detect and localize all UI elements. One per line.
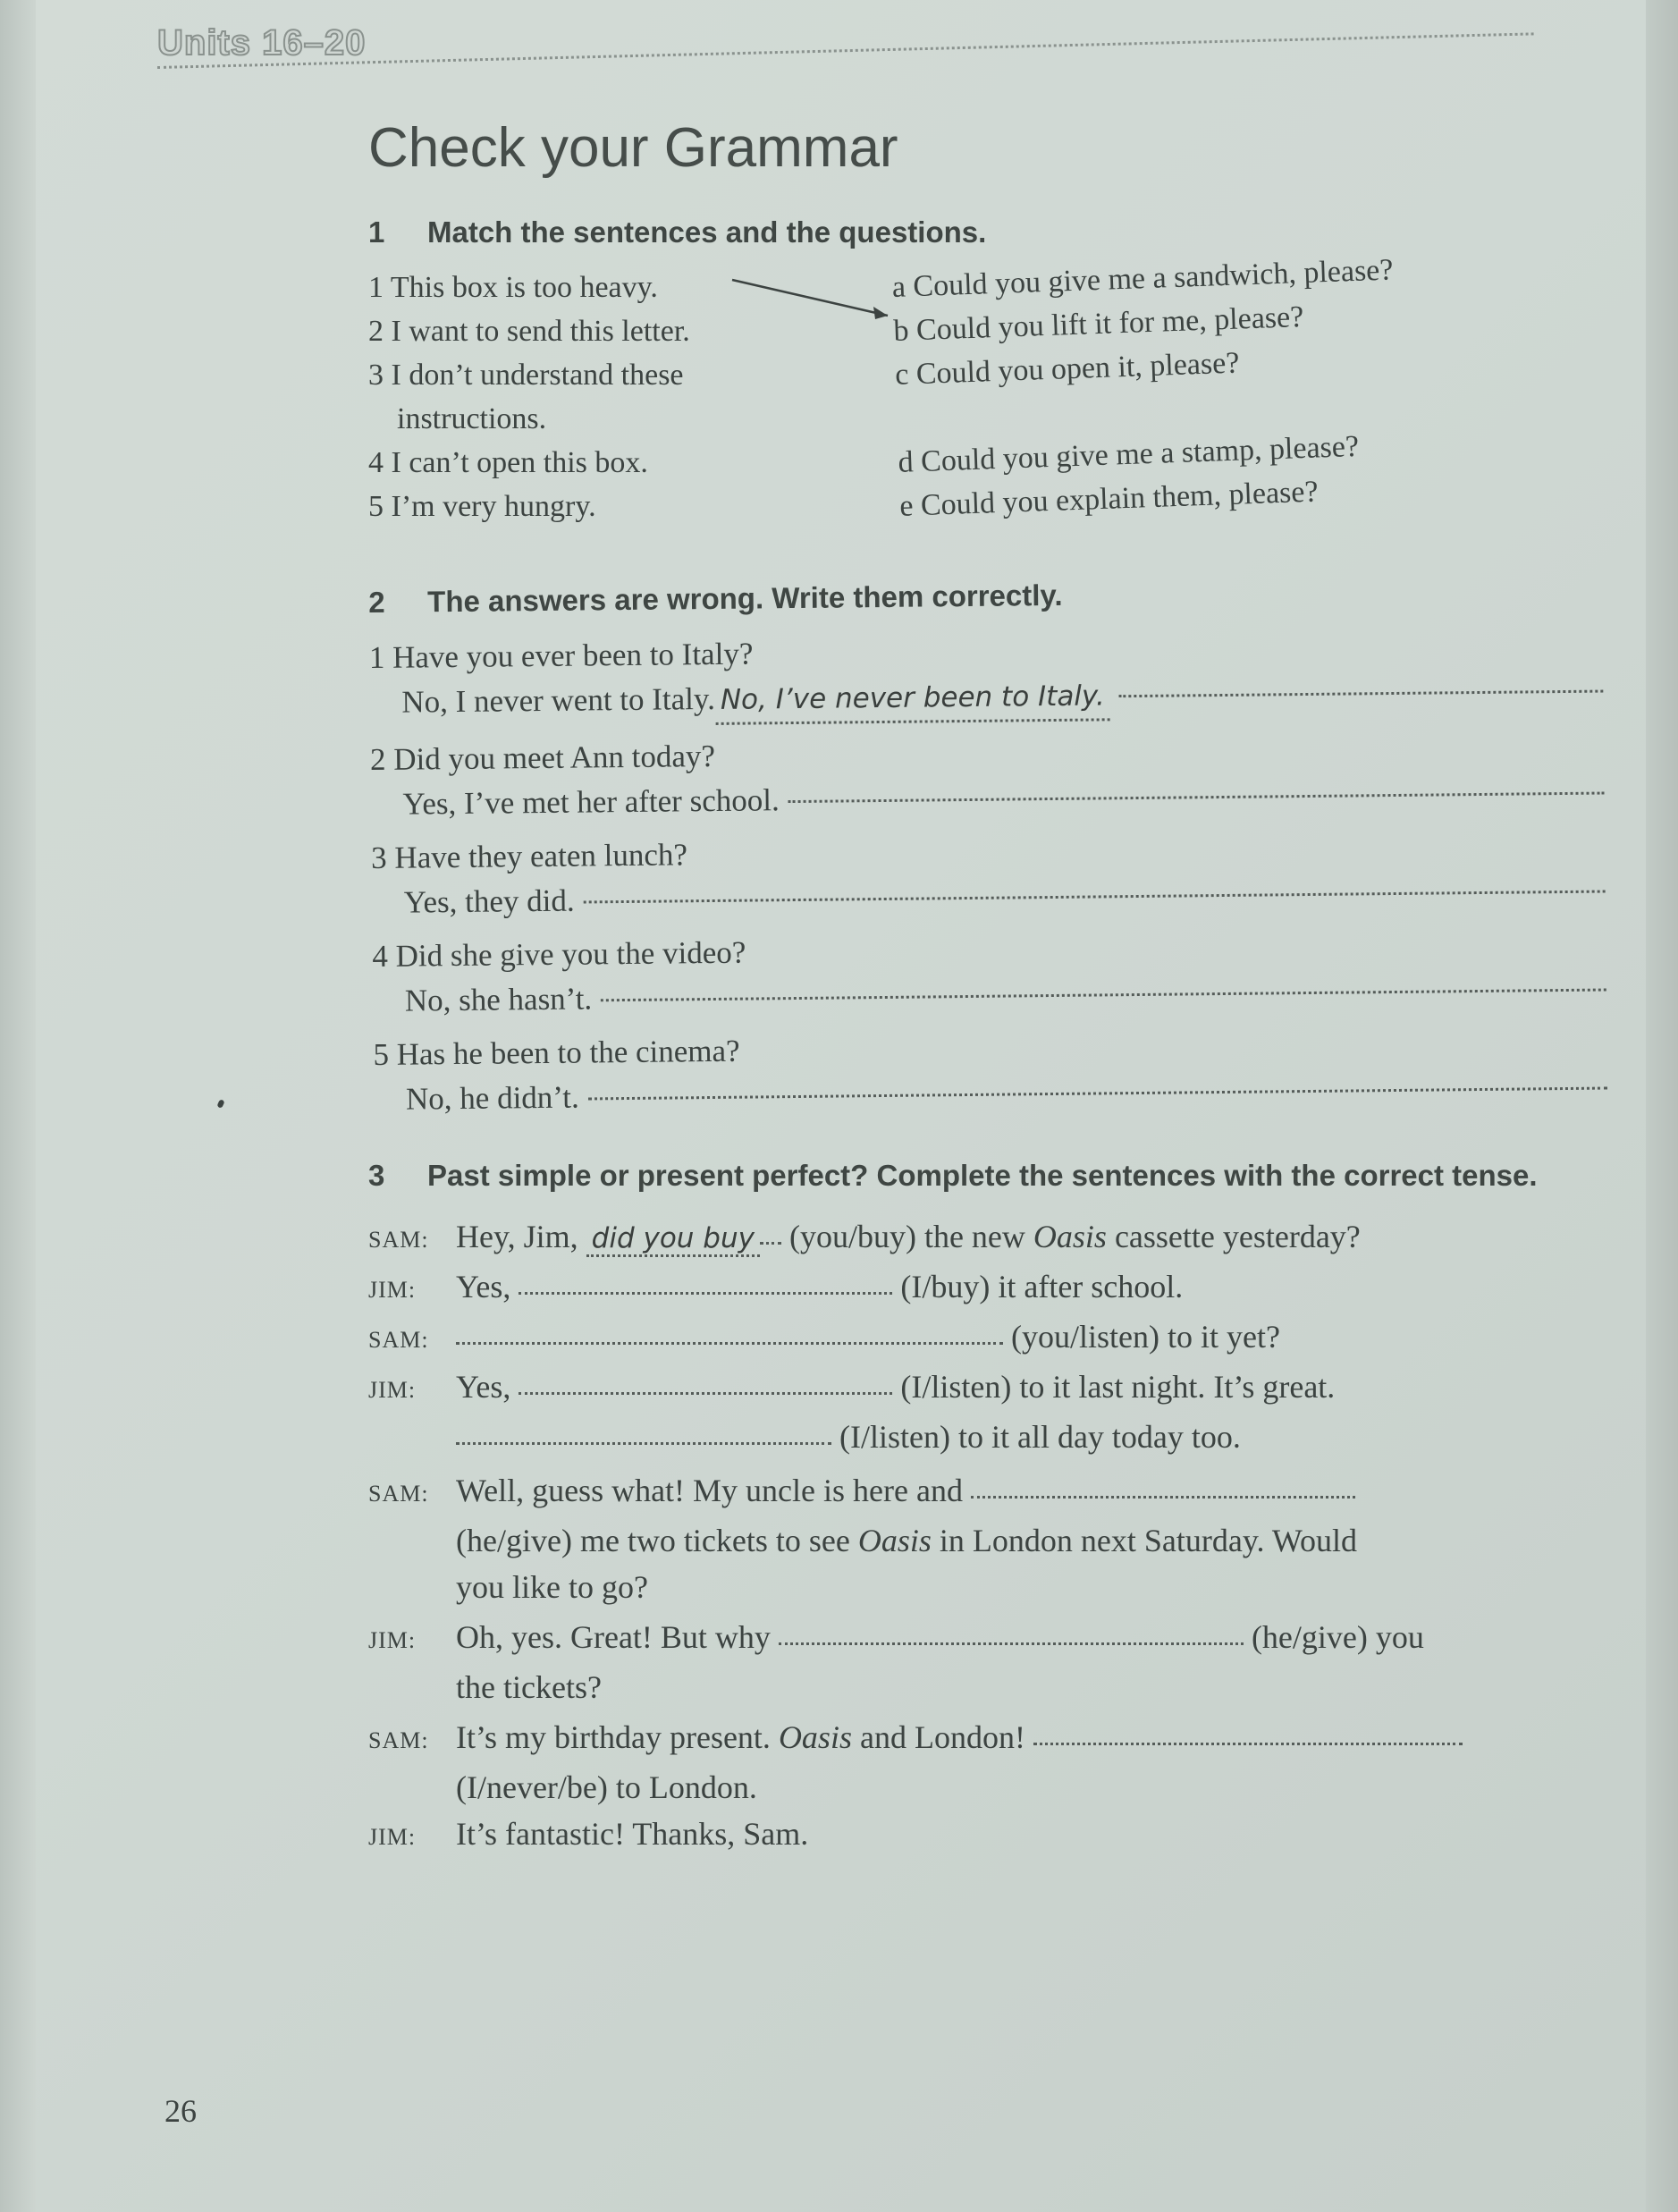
question-item: b Could you lift it for me, please? xyxy=(892,300,1304,348)
qa-item xyxy=(372,922,1606,1024)
dialogue-text xyxy=(456,1263,1602,1313)
answer-blank[interactable] xyxy=(601,989,1606,1002)
dialogue-line xyxy=(368,1517,1602,1564)
text-fragment: Well, guess what! My uncle is here and xyxy=(456,1473,963,1508)
question-item: e Could you explain them, please? xyxy=(898,475,1320,523)
text-fragment: (he/give) me two tickets to see xyxy=(456,1523,850,1558)
sentence-item-continued: instructions. xyxy=(397,402,547,435)
exercise-instruction: Match the sentences and the questions. xyxy=(427,215,987,249)
dialogue-text: the tickets? xyxy=(456,1669,602,1705)
speaker-label: JIM: xyxy=(368,1627,417,1653)
answer-blank[interactable] xyxy=(1119,690,1604,698)
dialogue-text xyxy=(456,1313,1602,1364)
answer-blank[interactable] xyxy=(788,792,1605,804)
dialogue-line xyxy=(368,1714,1602,1764)
text-fragment: (he/give) you xyxy=(1251,1619,1424,1655)
question-item: c Could you open it, please? xyxy=(894,346,1240,392)
qa-item xyxy=(373,1020,1607,1122)
sentence-item: 5 I’m very hungry. xyxy=(368,490,596,523)
dialogue-line xyxy=(368,1467,1602,1517)
page-edge-shadow xyxy=(1646,0,1678,2212)
text-fragment: Hey, Jim, xyxy=(456,1219,578,1254)
text-fragment: It’s my birthday present. xyxy=(456,1719,771,1755)
answer-blank[interactable] xyxy=(519,1392,892,1395)
exercise-instruction: Past simple or present perfect? Complete the sentences with the correct tense. xyxy=(427,1159,1538,1192)
qa-item xyxy=(371,823,1606,925)
speaker-label: JIM: xyxy=(368,1824,417,1850)
question-text: 1 Have you ever been to Italy? xyxy=(368,636,754,675)
dialogue-text: (I/never/be) to London. xyxy=(456,1769,757,1805)
speaker-label: SAM: xyxy=(368,1727,429,1753)
dialogue xyxy=(368,1213,1602,1861)
text-fragment: cassette yesterday? xyxy=(1114,1219,1361,1254)
dialogue-text xyxy=(456,1614,1602,1664)
qa-item xyxy=(369,623,1604,729)
band-name: Oasis xyxy=(778,1719,852,1755)
dialogue-line xyxy=(368,1313,1602,1364)
question-text: 2 Did you meet Ann today? xyxy=(369,738,716,777)
speaker-label: SAM: xyxy=(368,1227,429,1253)
dialogue-text xyxy=(456,1414,1602,1460)
text-fragment: Oh, yes. Great! But why xyxy=(456,1619,771,1655)
text-fragment: and London! xyxy=(859,1719,1025,1755)
question-text: 3 Have they eaten lunch? xyxy=(370,837,688,875)
exercise-instruction: The answers are wrong. Write them correctly. xyxy=(426,578,1063,619)
speaker-label: SAM: xyxy=(368,1481,429,1507)
question-text: 5 Has he been to the cinema? xyxy=(373,1033,740,1072)
book-spine-shadow xyxy=(0,0,36,2212)
dialogue-text xyxy=(456,1364,1602,1414)
answer-blank[interactable] xyxy=(779,1642,1244,1645)
page-title: Check your Grammar xyxy=(368,117,898,179)
answer-blank[interactable] xyxy=(760,1242,781,1245)
band-name: Oasis xyxy=(1033,1219,1107,1254)
wrong-answer: No, he didn’t. xyxy=(405,1079,580,1117)
answer-blank[interactable] xyxy=(588,1087,1607,1101)
matching-exercise xyxy=(368,253,1602,561)
text-fragment: (I/buy) it after school. xyxy=(900,1269,1184,1304)
exercise-number: 2 xyxy=(368,585,385,619)
wrong-answer: Yes, I’ve met her after school. xyxy=(402,782,780,822)
dialogue-line xyxy=(368,1213,1602,1263)
exercise-2 xyxy=(368,573,1607,1122)
wrong-answer: No, I never went to Italy. xyxy=(401,680,716,720)
dialogue-text xyxy=(456,1213,1602,1263)
content xyxy=(368,116,1602,1861)
text-fragment: Yes, xyxy=(456,1369,511,1405)
text-fragment: in London next Saturday. Would xyxy=(939,1523,1357,1558)
speaker-label: SAM: xyxy=(368,1327,429,1353)
wrong-answer: Yes, they did. xyxy=(403,882,575,920)
page-number: 26 xyxy=(164,2093,197,2129)
sentence-item: 2 I want to send this letter. xyxy=(368,315,690,348)
answer-blank[interactable] xyxy=(1033,1743,1463,1745)
answer-blank[interactable] xyxy=(456,1342,1003,1345)
dialogue-line xyxy=(368,1614,1602,1664)
band-name: Oasis xyxy=(857,1523,932,1558)
answer-blank[interactable] xyxy=(971,1496,1355,1499)
dialogue-text xyxy=(456,1517,1602,1564)
exercise-3-heading xyxy=(368,1154,1566,1197)
exercise-number: 1 xyxy=(368,215,385,249)
answer-blank[interactable] xyxy=(519,1292,892,1295)
handwritten-answer[interactable]: No, I’ve never been to Italy. xyxy=(715,673,1110,725)
exercise-2-heading xyxy=(368,573,1602,620)
exercise-1-heading xyxy=(368,215,1602,249)
dialogue-text: It’s fantastic! Thanks, Sam. xyxy=(456,1816,809,1852)
answer-blank[interactable] xyxy=(584,891,1606,904)
text-fragment: (you/listen) to it yet? xyxy=(1011,1319,1280,1355)
question-text: 4 Did she give you the video? xyxy=(372,934,746,974)
text-fragment: (I/listen) to it last night. It’s great. xyxy=(900,1369,1336,1405)
dialogue-line xyxy=(368,1811,1602,1861)
question-item: a Could you give me a sandwich, please? xyxy=(891,253,1395,304)
exercise-3 xyxy=(368,1154,1602,1861)
text-fragment: Yes, xyxy=(456,1269,511,1304)
wrong-answer: No, she hasn’t. xyxy=(404,981,593,1018)
text-fragment: (you/buy) the new xyxy=(788,1219,1025,1254)
sentence-item: 4 I can’t open this box. xyxy=(368,446,648,479)
dialogue-line xyxy=(368,1564,1602,1610)
dialogue-text: you like to go? xyxy=(456,1569,648,1605)
dialogue-line xyxy=(368,1414,1602,1460)
ink-speck xyxy=(216,1099,224,1109)
dialogue-text xyxy=(456,1714,1602,1764)
handwritten-answer[interactable]: did you buy xyxy=(586,1222,760,1257)
answer-blank[interactable] xyxy=(456,1442,831,1445)
matching-arrow xyxy=(730,278,909,332)
dialogue-line xyxy=(368,1364,1602,1414)
units-label: Units 16–20 xyxy=(157,23,367,63)
dialogue-line xyxy=(368,1764,1602,1811)
sentence-item: 3 I don’t understand these xyxy=(368,359,684,392)
dialogue-text xyxy=(456,1467,1602,1517)
question-item: d Could you give me a stamp, please? xyxy=(898,429,1360,479)
exercise-number: 3 xyxy=(368,1159,385,1192)
dialogue-line xyxy=(368,1263,1602,1313)
dialogue-line xyxy=(368,1664,1602,1710)
sentence-item: 1 This box is too heavy. xyxy=(368,271,658,304)
speaker-label: JIM: xyxy=(368,1377,417,1403)
question-list xyxy=(891,243,1544,528)
qa-item xyxy=(370,725,1605,827)
speaker-label: JIM: xyxy=(368,1277,417,1303)
text-fragment: (I/listen) to it all day today too. xyxy=(839,1419,1241,1455)
